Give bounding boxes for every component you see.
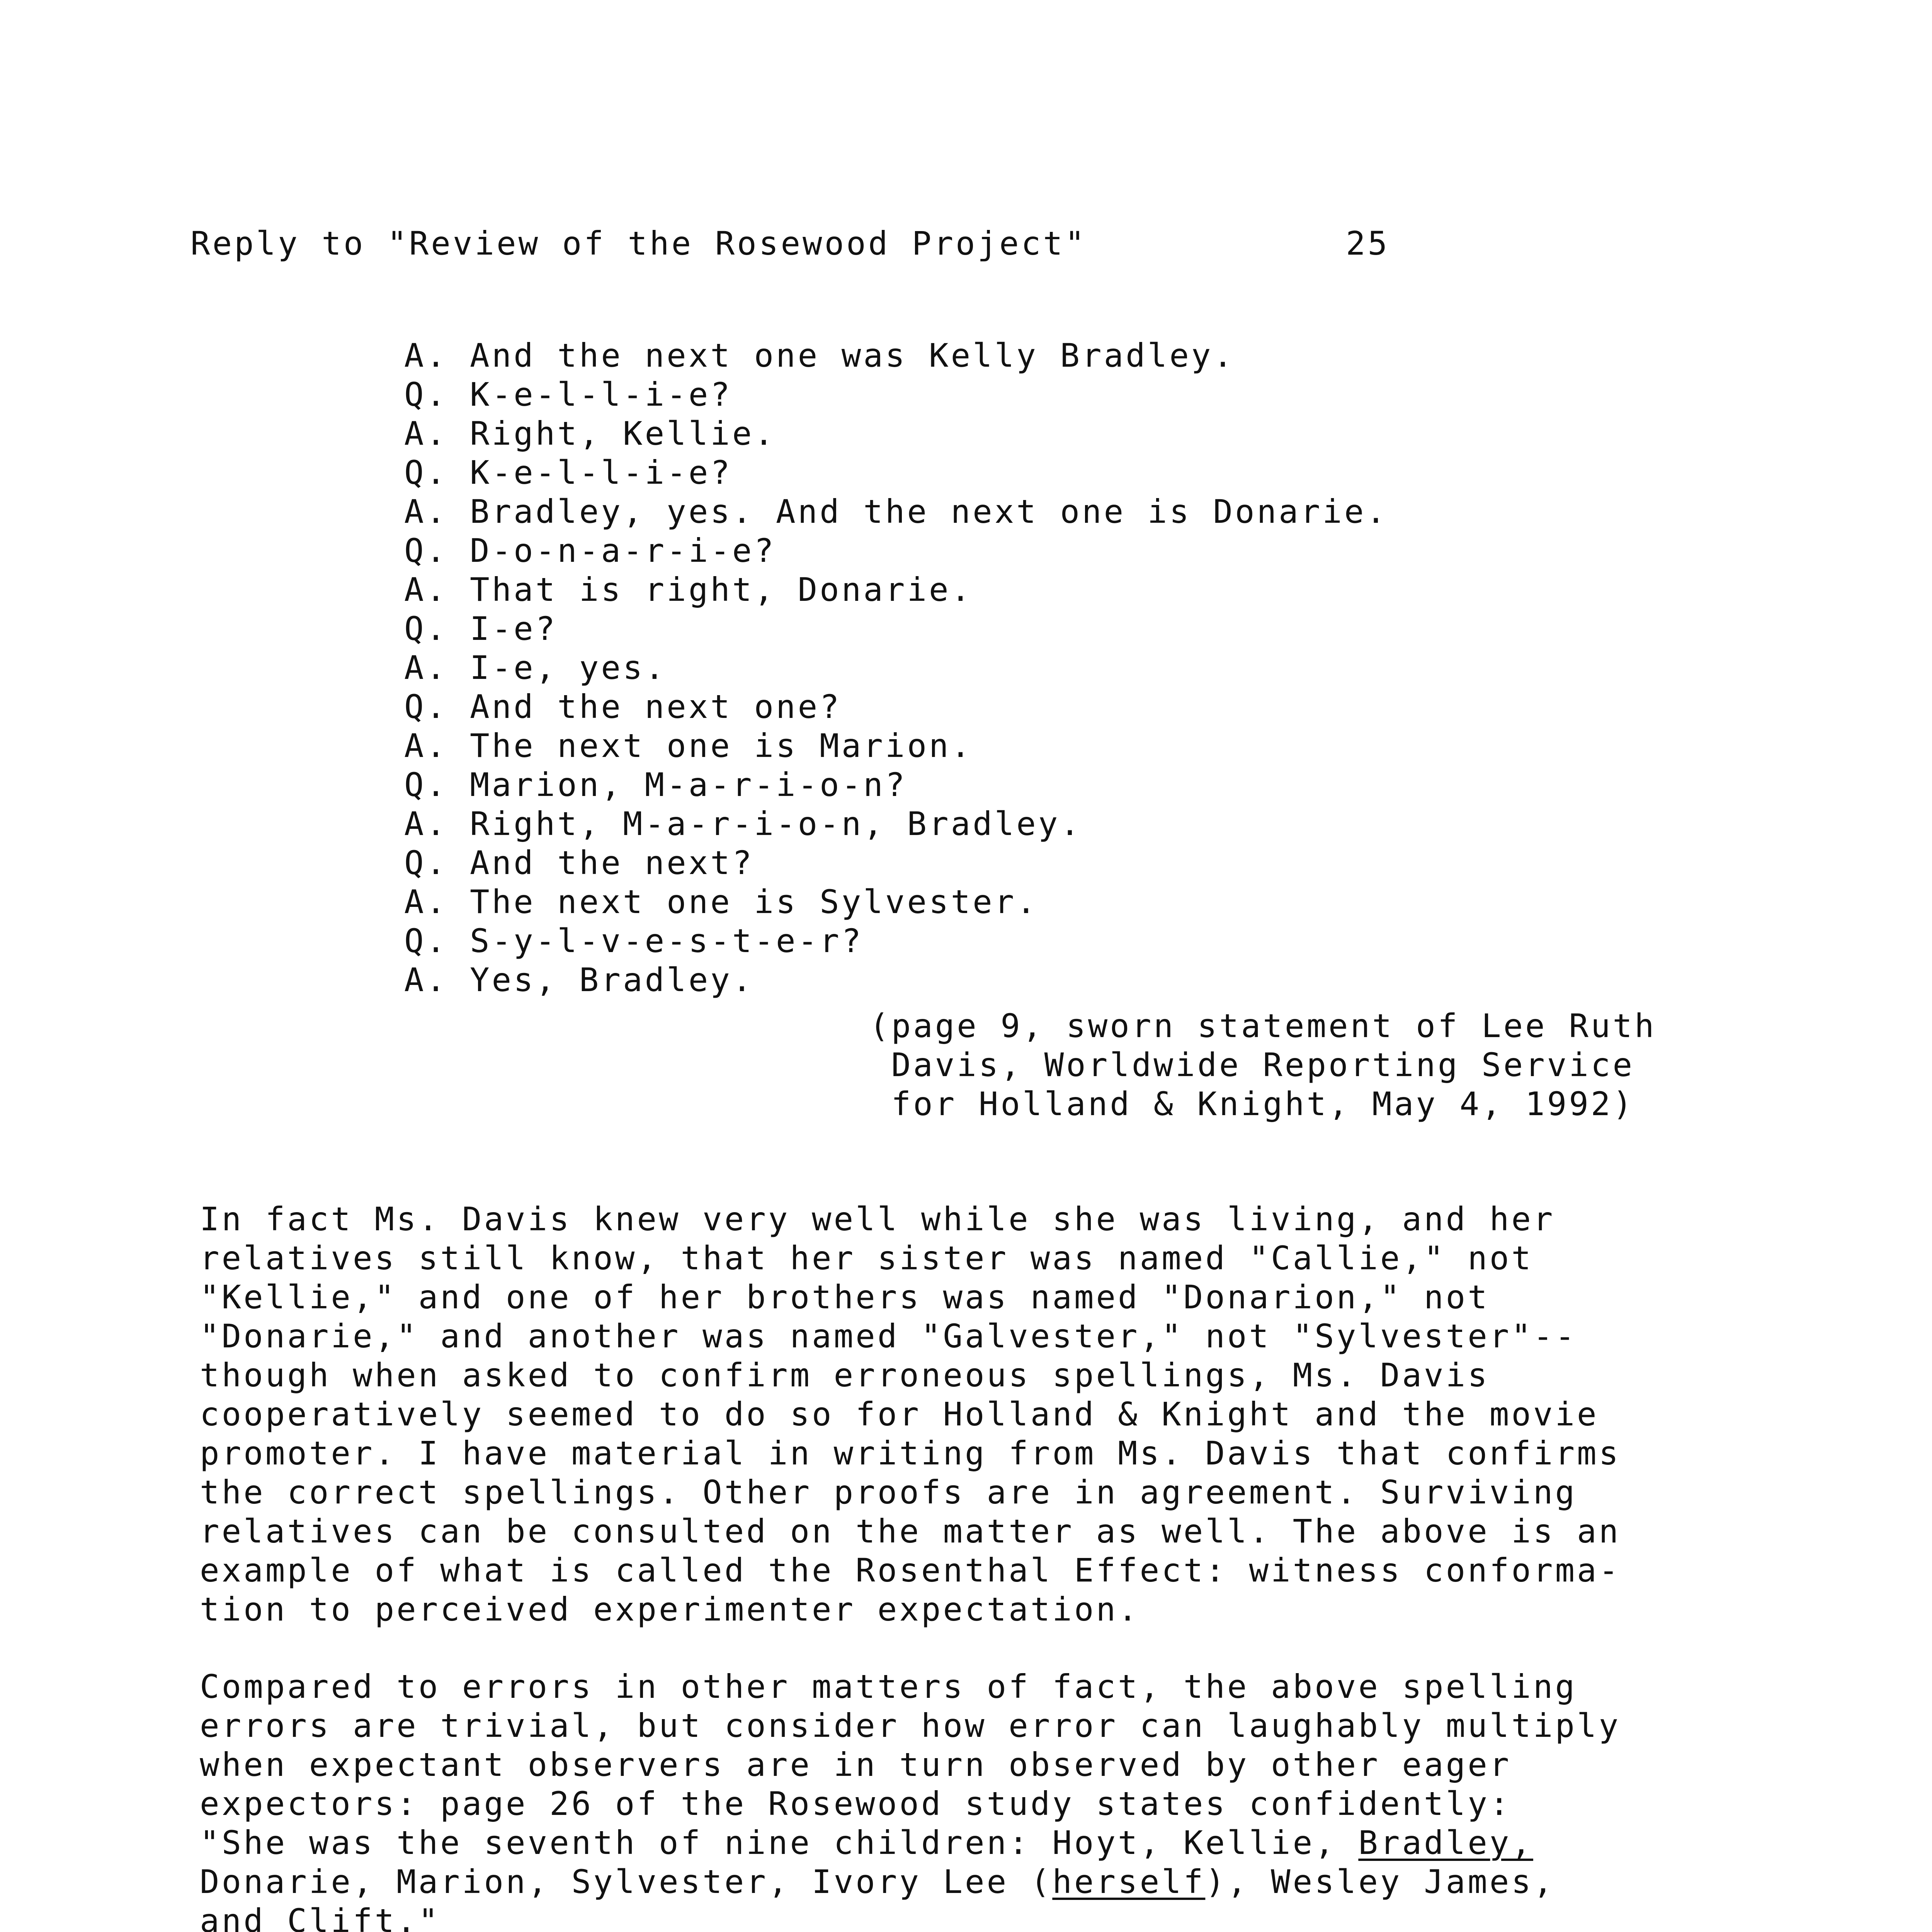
paragraph-line: when expectant observers are in turn observed by other eager [200, 1746, 1512, 1784]
dialogue-line [404, 453, 732, 492]
quote-text: "She was the seventh of nine children: Hoyt, Kellie, [200, 1824, 1359, 1862]
paragraph-line: relatives can be consulted on the matter as well. The above is an [200, 1512, 1621, 1550]
dialogue-line [404, 883, 1038, 921]
dialogue-text: K-e-l-l-i-e? [470, 376, 732, 413]
dialogue-text: The next one is Sylvester. [470, 883, 1038, 921]
dialogue-text: S-y-l-v-e-s-t-e-r? [470, 922, 864, 960]
citation-line: Davis, Worldwide Reporting Service [869, 1046, 1635, 1084]
paragraph-line: promoter. I have material in writing from Ms. Davis that confirms [200, 1434, 1621, 1472]
speaker-tag: A. [404, 571, 448, 609]
dialogue-text: Right, M-a-r-i-o-n, Bradley. [470, 805, 1082, 843]
paragraph-line: "Kellie," and one of her brothers was named "Donarion," not [200, 1278, 1490, 1316]
paragraph-line: Compared to errors in other matters of fact, the above spelling [200, 1668, 1577, 1706]
paragraph-line: the correct spellings. Other proofs are in agreement. Surviving [200, 1473, 1577, 1511]
paragraph-line: errors are trivial, but consider how error can laughably multiply [200, 1707, 1621, 1745]
paragraph-line: In fact Ms. Davis knew very well while she was living, and her [200, 1200, 1555, 1238]
underlined-text: Bradley, [1358, 1824, 1533, 1862]
dialogue-line [404, 687, 842, 726]
citation-line: for Holland & Knight, May 4, 1992) [869, 1085, 1635, 1123]
speaker-tag: Q. [404, 454, 448, 492]
speaker-tag: Q. [404, 766, 448, 804]
paragraph-line: relatives still know, that her sister was named "Callie," not [200, 1239, 1533, 1277]
quote-text: Donarie, Marion, Sylvester, Ivory Lee ( [200, 1863, 1053, 1901]
dialogue-line [404, 570, 973, 609]
paragraph-line: expectors: page 26 of the Rosewood study states confidently: [200, 1785, 1512, 1823]
quote-text: ), Wesley James, [1205, 1863, 1555, 1901]
speaker-tag: A. [404, 727, 448, 765]
paragraph-line: example of what is called the Rosenthal Effect: witness conforma- [200, 1551, 1621, 1589]
speaker-tag: Q. [404, 922, 448, 960]
speaker-tag: A. [404, 805, 448, 843]
dialogue-line [404, 765, 907, 804]
page-number: 25 [1346, 224, 1390, 262]
dialogue-line [404, 609, 557, 648]
dialogue-line [404, 375, 732, 414]
speaker-tag: Q. [404, 688, 448, 726]
dialogue-text: Yes, Bradley. [470, 961, 754, 999]
dialogue-text: D-o-n-a-r-i-e? [470, 532, 776, 570]
paragraph-line: though when asked to confirm erroneous spellings, Ms. Davis [200, 1356, 1490, 1394]
dialogue-line [404, 336, 1235, 375]
paragraph-line [200, 1823, 1533, 1862]
dialogue-line [404, 531, 776, 570]
speaker-tag: A. [404, 883, 448, 921]
dialogue-text: I-e? [470, 610, 558, 648]
paragraph-line: and Clift." [200, 1902, 440, 1932]
speaker-tag: A. [404, 493, 448, 531]
dialogue-line [404, 492, 1388, 531]
dialogue-text: And the next? [470, 844, 754, 882]
dialogue-line [404, 648, 667, 687]
dialogue-line [404, 414, 776, 453]
dialogue-text: And the next one was Kelly Bradley. [470, 337, 1235, 374]
paragraph-line: tion to perceived experimenter expectation. [200, 1590, 1140, 1628]
dialogue-line [404, 961, 754, 999]
dialogue-line [404, 726, 973, 765]
dialogue-text: I-e, yes. [470, 649, 667, 687]
speaker-tag: A. [404, 415, 448, 452]
underlined-text: herself [1052, 1863, 1206, 1901]
paragraph-line: "Donarie," and another was named "Galvester," not "Sylvester"-- [200, 1317, 1577, 1355]
dialogue-line [404, 804, 1082, 843]
speaker-tag: Q. [404, 532, 448, 570]
dialogue-line [404, 844, 754, 882]
dialogue-text: And the next one? [470, 688, 842, 726]
dialogue-line [404, 922, 863, 960]
citation-line: (page 9, sworn statement of Lee Ruth [869, 1007, 1656, 1045]
speaker-tag: Q. [404, 610, 448, 648]
dialogue-text: Bradley, yes. And the next one is Donarie. [470, 493, 1388, 531]
speaker-tag: A. [404, 649, 448, 687]
dialogue-text: The next one is Marion. [470, 727, 973, 765]
running-header-title: Reply to "Review of the Rosewood Project" [190, 224, 1087, 262]
dialogue-text: Right, Kellie. [470, 415, 776, 452]
speaker-tag: Q. [404, 376, 448, 413]
dialogue-text: Marion, M-a-r-i-o-n? [470, 766, 907, 804]
paragraph-line [200, 1862, 1555, 1901]
paragraph-line: cooperatively seemed to do so for Holland & Knight and the movie [200, 1395, 1599, 1433]
speaker-tag: A. [404, 337, 448, 374]
dialogue-text: That is right, Donarie. [470, 571, 973, 609]
dialogue-text: K-e-l-l-i-e? [470, 454, 732, 492]
speaker-tag: A. [404, 961, 448, 999]
speaker-tag: Q. [404, 844, 448, 882]
